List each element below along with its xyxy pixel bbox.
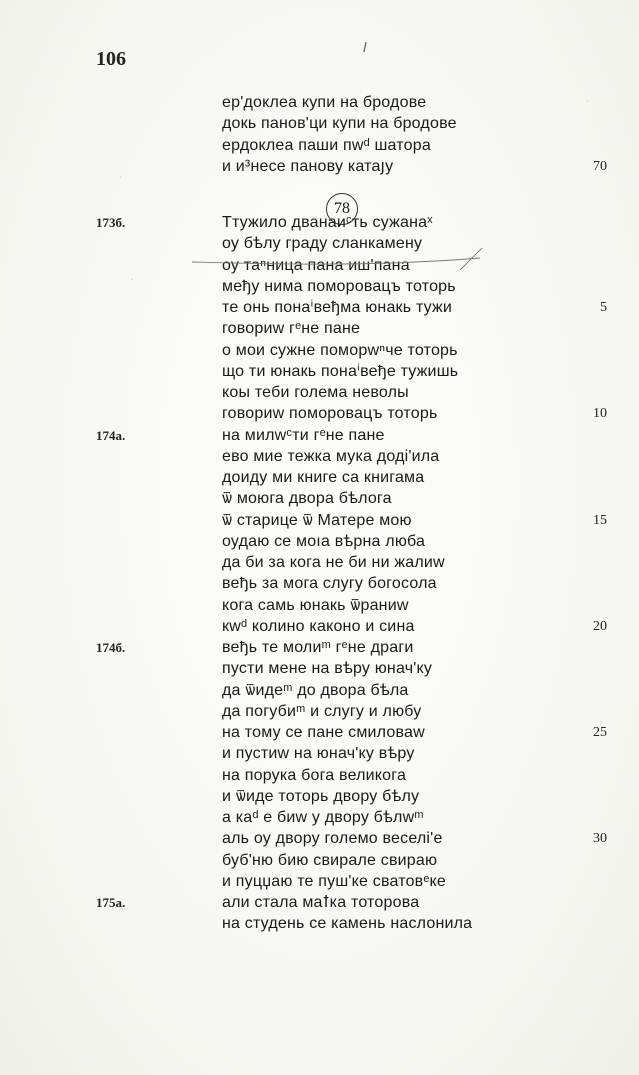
line-text: Ттужило дванаиᶜть сужанаˣ bbox=[222, 214, 433, 231]
line-number: 25 bbox=[593, 725, 607, 740]
pencil-stroke-icon bbox=[190, 240, 500, 280]
text-line bbox=[0, 680, 639, 701]
text-line bbox=[0, 701, 639, 722]
text-line bbox=[0, 807, 639, 828]
text-line bbox=[0, 135, 639, 156]
line-text: ево мие тежка мука доді'ила bbox=[222, 447, 440, 465]
line-text: и и³несе панову катаյу bbox=[222, 157, 394, 175]
line-text: докь панов'ци купи на бродове bbox=[222, 115, 457, 133]
line-text: доиду ми книге са книгама bbox=[222, 469, 425, 486]
page-number: 106 bbox=[96, 48, 126, 70]
text-line bbox=[0, 616, 639, 637]
line-number: 10 bbox=[593, 406, 607, 422]
line-text: на тому се пане смиловаw bbox=[222, 724, 425, 741]
manuscript-folio-ref: 175а. bbox=[96, 895, 126, 910]
line-number: 5 bbox=[600, 300, 607, 315]
bleed-through-mark: · bbox=[585, 92, 590, 108]
line-text: и пустиw на юнач'ку вѣру bbox=[222, 745, 415, 763]
manuscript-folio-ref: 174а. bbox=[96, 427, 126, 443]
text-line bbox=[0, 488, 639, 509]
line-text: ердоклеа паши пwᵈ шатора bbox=[222, 136, 431, 154]
text-line bbox=[0, 871, 639, 892]
line-text: веђь за мога слугу богосола bbox=[222, 575, 437, 593]
line-text: те онь понаⁱвеђма юнакь тужи bbox=[222, 299, 453, 316]
line-text: коы теби голема неволы bbox=[222, 384, 409, 401]
line-text: оу бѣлу граду сланкамену bbox=[222, 235, 423, 253]
text-line bbox=[0, 552, 639, 573]
line-number: 30 bbox=[593, 831, 607, 847]
text-line bbox=[0, 361, 639, 382]
line-text: кога самь юнакь ѿраниw bbox=[222, 596, 409, 614]
text-line bbox=[0, 446, 639, 467]
line-text: буб'ню бию свирале свираю bbox=[222, 851, 438, 869]
line-text: међу нима поморовацъ тоторь bbox=[222, 277, 456, 295]
ink-dot-icon bbox=[360, 40, 370, 56]
line-text: о мои сужне поморwⁿче тоторь bbox=[222, 341, 458, 359]
line-text: да би за кога не би ни жалиw bbox=[222, 554, 445, 571]
text-line bbox=[0, 156, 639, 177]
line-text: и ѿиде тоторь двору бѣлу bbox=[222, 787, 420, 805]
manuscript-folio-ref: 173б. bbox=[96, 215, 126, 230]
line-text: що ти юнакь понаⁱвеђе тужишь bbox=[222, 362, 459, 380]
line-text: оудаю се моıа вѣрна люба bbox=[222, 532, 426, 550]
text-line bbox=[0, 765, 639, 786]
line-text: а каᵈ е биw у двору бѣлwᵐ bbox=[222, 809, 424, 826]
line-text: пусти мене на вѣру юнач'ку bbox=[222, 660, 433, 678]
line-number: 70 bbox=[593, 158, 607, 174]
line-text: говориw поморовацъ тоторь bbox=[222, 405, 438, 423]
text-line bbox=[0, 573, 639, 594]
text-line bbox=[0, 113, 639, 134]
text-line bbox=[0, 340, 639, 361]
line-text: на порука бога великога bbox=[222, 766, 407, 784]
text-line bbox=[0, 403, 639, 424]
text-line bbox=[0, 743, 639, 764]
text-line bbox=[0, 828, 639, 849]
line-text: али стала маꝉка тоторова bbox=[222, 894, 420, 911]
line-text: на студень се камень наслонила bbox=[222, 915, 473, 933]
text-line bbox=[0, 382, 639, 403]
line-text: кwᵈ колино каконо и сина bbox=[222, 617, 415, 635]
line-text: ѿ старице ѿ Матере мою bbox=[222, 511, 412, 529]
text-line bbox=[0, 637, 639, 658]
text-line bbox=[0, 425, 639, 446]
line-text: веђь те молиᵐ гᵉне драги bbox=[222, 639, 414, 656]
line-text: аль оу двору големо веселі'е bbox=[222, 830, 443, 848]
text-line bbox=[0, 786, 639, 807]
line-text: да погубиᵐ и слугу и любу bbox=[222, 702, 422, 720]
text-line bbox=[0, 510, 639, 531]
text-line bbox=[0, 212, 639, 233]
text-line bbox=[0, 850, 639, 871]
line-number: 20 bbox=[593, 618, 607, 634]
line-text: да ѿидеᵐ до двора бѣла bbox=[222, 681, 409, 699]
text-line bbox=[0, 531, 639, 552]
line-text: оу таⁿница пана иш'пана bbox=[222, 256, 410, 274]
line-number: 15 bbox=[593, 512, 607, 528]
text-line bbox=[0, 318, 639, 339]
text-line bbox=[0, 467, 639, 488]
text-line bbox=[0, 92, 639, 113]
line-text: говориw гᵉне пане bbox=[222, 320, 361, 338]
line-text: ѿ моюга двора бѣлога bbox=[222, 490, 392, 508]
bleed-through-mark: · bbox=[118, 168, 123, 184]
text-line bbox=[0, 722, 639, 743]
line-text: ер'доклеа купи на бродове bbox=[222, 94, 427, 111]
line-text: на милwᶜти гᵉне пане bbox=[222, 426, 385, 444]
bleed-through-mark: · bbox=[130, 270, 135, 286]
text-line bbox=[0, 658, 639, 679]
text-line bbox=[0, 297, 639, 318]
line-text: и пуцџаю те пуш'ке сватовᵉке bbox=[222, 872, 446, 890]
text-line bbox=[0, 892, 639, 913]
text-line bbox=[0, 913, 639, 934]
manuscript-folio-ref: 174б. bbox=[96, 640, 126, 655]
poem-number-circle: 78 bbox=[326, 193, 358, 225]
text-line bbox=[0, 595, 639, 616]
